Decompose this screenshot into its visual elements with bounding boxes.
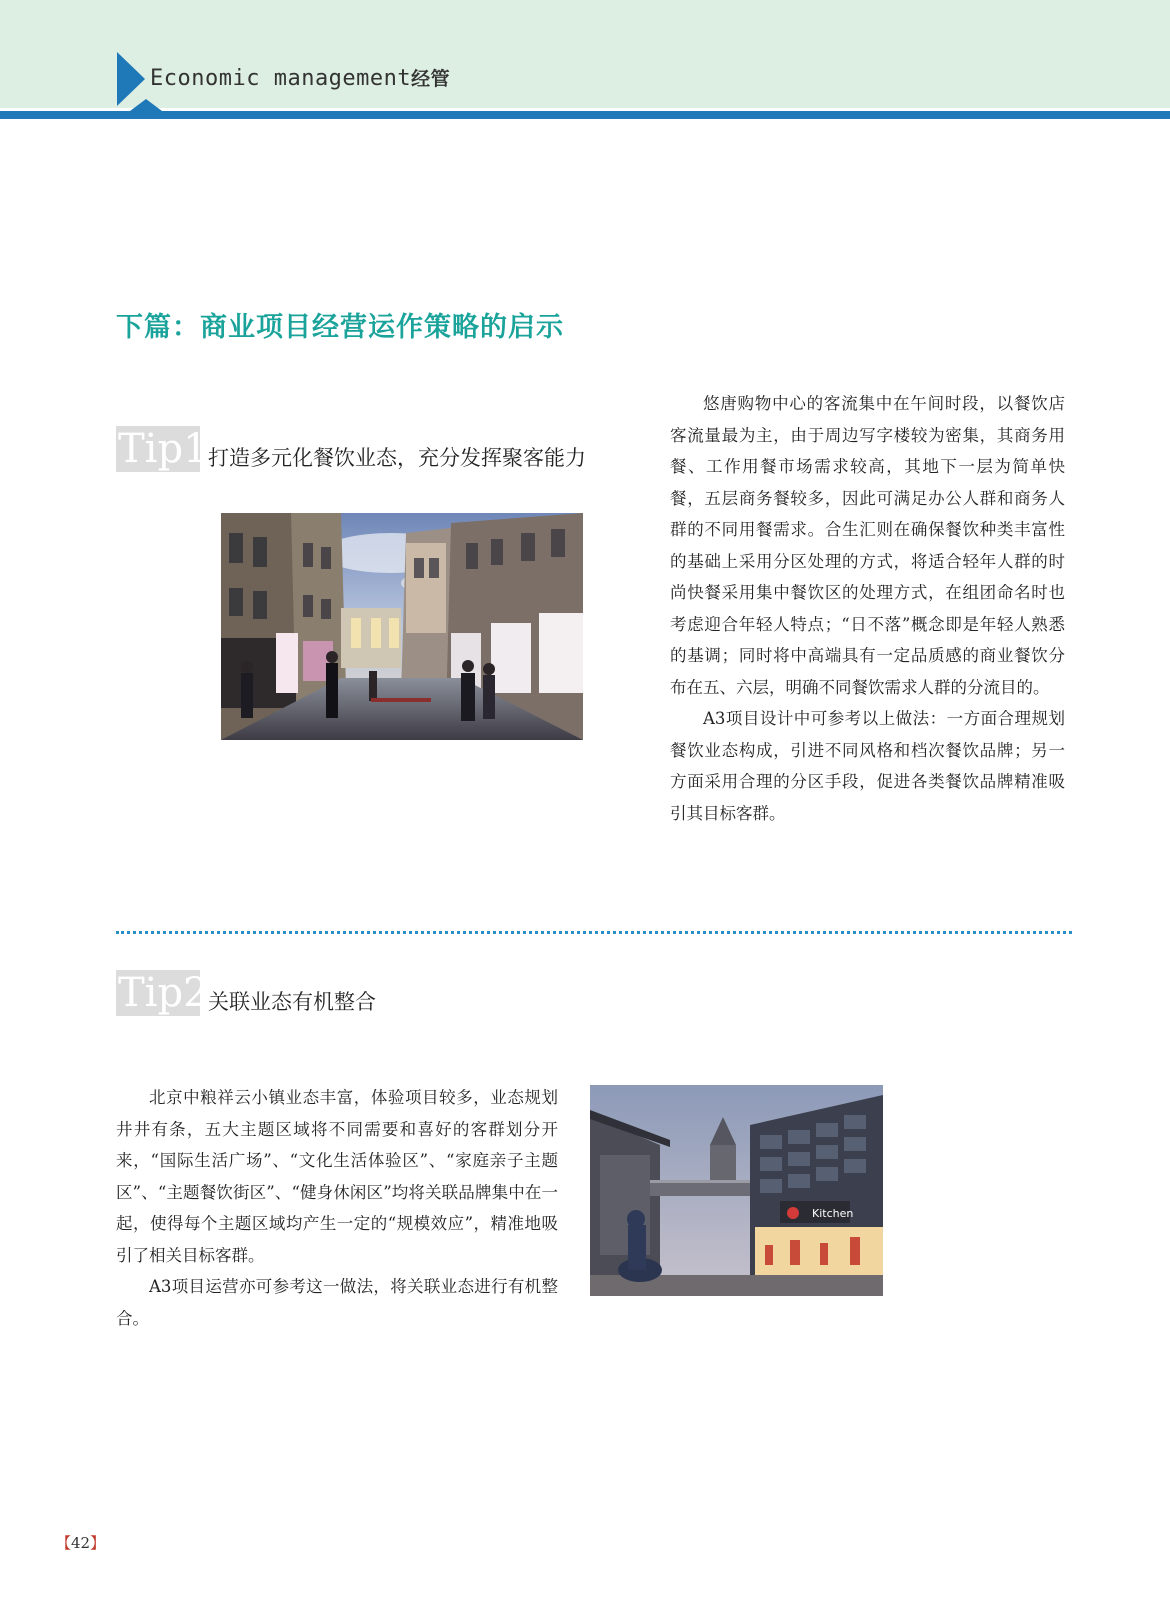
left-paragraph-1: 北京中粮祥云小镇业态丰富，体验项目较多，业态规划井井有条，五大主题区域将不同需要和喜好的客群划分开来，“国际生活广场”、“文化生活体验区”、“家庭亲子主题区”、“主题餐饮街区”、“健身休闲区”均将关联品牌集中在一起，使得每个主题区域均产生一定的“规模效应”，精准地吸引了相关目标客群。 — [116, 1088, 558, 1265]
section-title: 下篇：商业项目经营运作策略的启示 — [116, 312, 564, 343]
left-column-text — [116, 1082, 558, 1334]
page-number-value: 42 — [71, 1534, 91, 1552]
header-notch — [130, 99, 162, 111]
mall-interior-photo — [221, 513, 583, 740]
header-title-en: Economic management — [150, 66, 412, 91]
header-rule — [0, 111, 1170, 119]
header-band — [0, 0, 1170, 108]
header-title-zh: 经管 — [411, 68, 451, 90]
kitchen-sign-text: Kitchen — [812, 1207, 854, 1220]
tip1-title: 打造多元化餐饮业态，充分发挥聚客能力 — [208, 446, 586, 470]
tip1-badge: Tip1 — [118, 426, 209, 472]
left-paragraph-2: A3项目运营亦可参考这一做法，将关联业态进行有机整合。 — [116, 1277, 558, 1328]
tip2-title: 关联业态有机整合 — [208, 990, 376, 1014]
tip2-badge: Tip2 — [118, 970, 209, 1016]
header-arrow-icon — [117, 52, 145, 106]
right-paragraph-2: A3项目设计中可参考以上做法：一方面合理规划餐饮业态构成，引进不同风格和档次餐饮品牌；另一方面采用合理的分区手段，促进各类餐饮品牌精准吸引其目标客群。 — [670, 709, 1065, 823]
page-number: 【42】 — [56, 1534, 106, 1552]
header-title — [150, 64, 450, 91]
right-paragraph-1: 悠唐购物中心的客流集中在午间时段，以餐饮店客流量最为主，由于周边写字楼较为密集，其商务用餐、工作用餐市场需求较高，其地下一层为简单快餐，五层商务餐较多，因此可满足办公人群和商务人群的不同用餐需求。合生汇则在确保餐饮种类丰富性的基础上采用分区处理的方式，将适合轻年人群的时尚快餐采用集中餐饮区的处理方式，在组团命名时也考虑迎合年轻人特点；“日不落”概念即是年轻人熟悉的基调；同时将中高端具有一定品质感的商业餐饮分布在五、六层，明确不同餐饮需求人群的分流目的。 — [670, 394, 1065, 697]
right-column-text — [670, 388, 1065, 829]
building-exterior-photo — [590, 1085, 883, 1296]
section-divider — [116, 931, 1072, 934]
